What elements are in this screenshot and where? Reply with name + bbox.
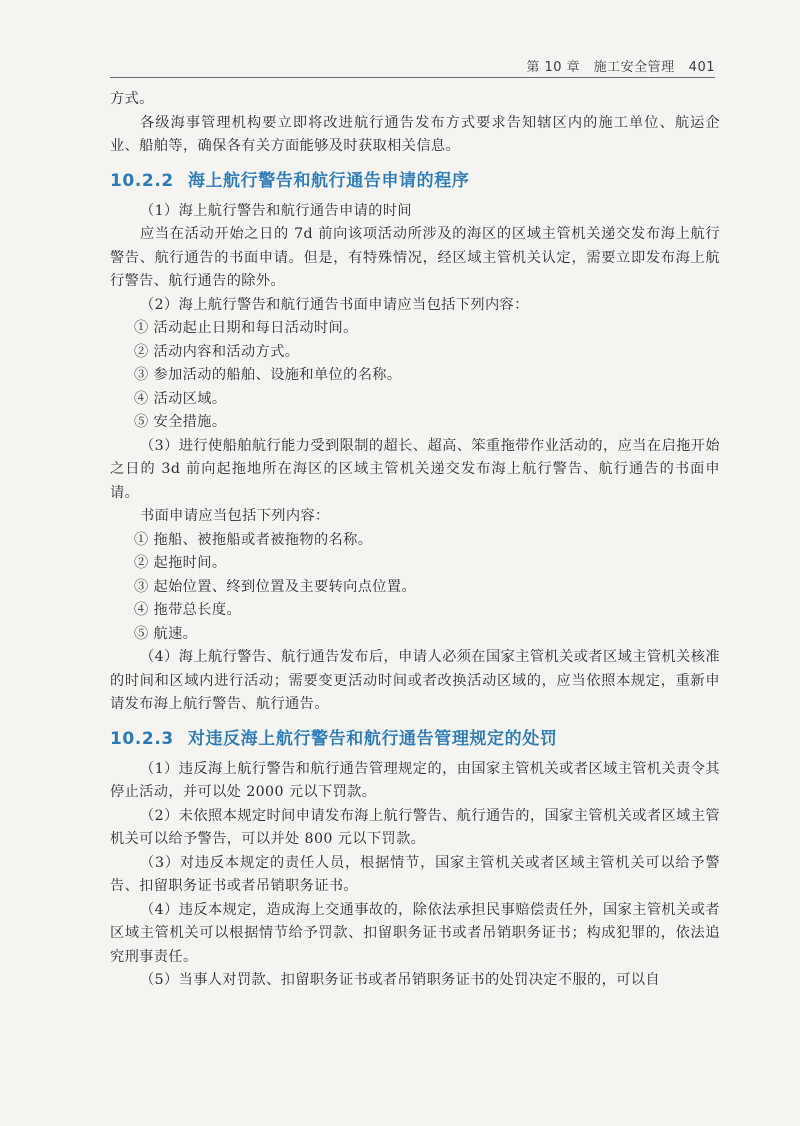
paragraph: （3）对违反本规定的责任人员，根据情节，国家主管机关或者区域主管机关可以给予警告、扣留职务证书或者吊销职务证书。 [110, 854, 720, 894]
list-item: ④ 拖带总长度。 [134, 602, 242, 618]
paragraph: （5）当事人对罚款、扣留职务证书或者吊销职务证书的处罚决定不服的，可以自 [140, 972, 660, 988]
chapter-title: 第 10 章 施工安全管理 [526, 60, 675, 75]
list-item: ① 活动起止日期和每日活动时间。 [134, 320, 358, 336]
paragraph: （2）未依照本规定时间申请发布海上航行警告、航行通告的，国家主管机关或者区域主管机关可以给予警告，可以并处 800 元以下罚款。 [110, 807, 720, 847]
header-text [526, 56, 715, 75]
section-title: 对违反海上航行警告和航行通告管理规定的处罚 [187, 728, 558, 749]
paragraph: （1）违反海上航行警告和航行通告管理规定的，由国家主管机关或者区域主管机关责令其停止活动，并可以处 2000 元以下罚款。 [110, 760, 720, 800]
intro-paragraph: 各级海事管理机构要立即将改进航行通告发布方式要求告知辖区内的施工单位、航运企业、船舶等，确保各有关方面能够及时获取相关信息。 [110, 114, 720, 154]
section-title: 海上航行警告和航行通告申请的程序 [187, 170, 470, 191]
sub-heading: （1）海上航行警告和航行通告申请的时间 [140, 202, 413, 219]
page-number: 401 [688, 60, 715, 75]
list-item: ⑤ 航速。 [134, 625, 198, 642]
paragraph: （3）进行使船舶航行能力受到限制的超长、超高、笨重拖带作业活动的，应当在启拖开始之日的 3d 前向起拖地所在海区的区域主管机关递交发布海上航行警告、航行通告的书面申请。 [110, 437, 720, 501]
header-rule [110, 77, 715, 78]
section-heading-10-2-3 [110, 727, 720, 751]
section-heading-10-2-2 [110, 169, 720, 193]
sub-heading: （2）海上航行警告和航行通告书面申请应当包括下列内容： [140, 296, 529, 313]
list-item: ⑤ 安全措施。 [134, 414, 227, 430]
section-number: 10.2.2 [110, 170, 174, 191]
running-header [110, 52, 715, 78]
continued-paragraph: 方式。 [110, 91, 154, 107]
list-item: ③ 起始位置、终到位置及主要转向点位置。 [134, 578, 417, 595]
section-number: 10.2.3 [110, 728, 174, 749]
page-body [110, 88, 720, 993]
list-item: ② 起拖时间。 [134, 555, 227, 571]
paragraph: 应当在活动开始之日的 7d 前向该项活动所涉及的海区的区域主管机关递交发布海上航行警告、航行通告的书面申请。但是，有特殊情况，经区域主管机关认定，需要立即发布海上航行警告、航行通告的除外。 [110, 226, 720, 289]
list-item: ④ 活动区域。 [134, 390, 227, 407]
list-item: ③ 参加活动的船舶、设施和单位的名称。 [134, 367, 402, 383]
paragraph: （4）违反本规定，造成海上交通事故的，除依法承担民事赔偿责任外，国家主管机关或者区域主管机关可以根据情节给予罚款、扣留职务证书或者吊销职务证书；构成犯罪的，依法追究刑事责任。 [110, 901, 720, 965]
paragraph: 书面申请应当包括下列内容： [140, 508, 330, 524]
list-item: ② 活动内容和活动方式。 [134, 343, 300, 360]
paragraph: （4）海上航行警告、航行通告发布后，申请人必须在国家主管机关或者区域主管机关核准的时间和区域内进行活动；需要变更活动时间或者改换活动区域的，应当依照本规定，重新申请发布海上航行警告、航行通告。 [110, 649, 720, 712]
list-item: ① 拖船、被拖船或者被拖物的名称。 [134, 531, 373, 548]
